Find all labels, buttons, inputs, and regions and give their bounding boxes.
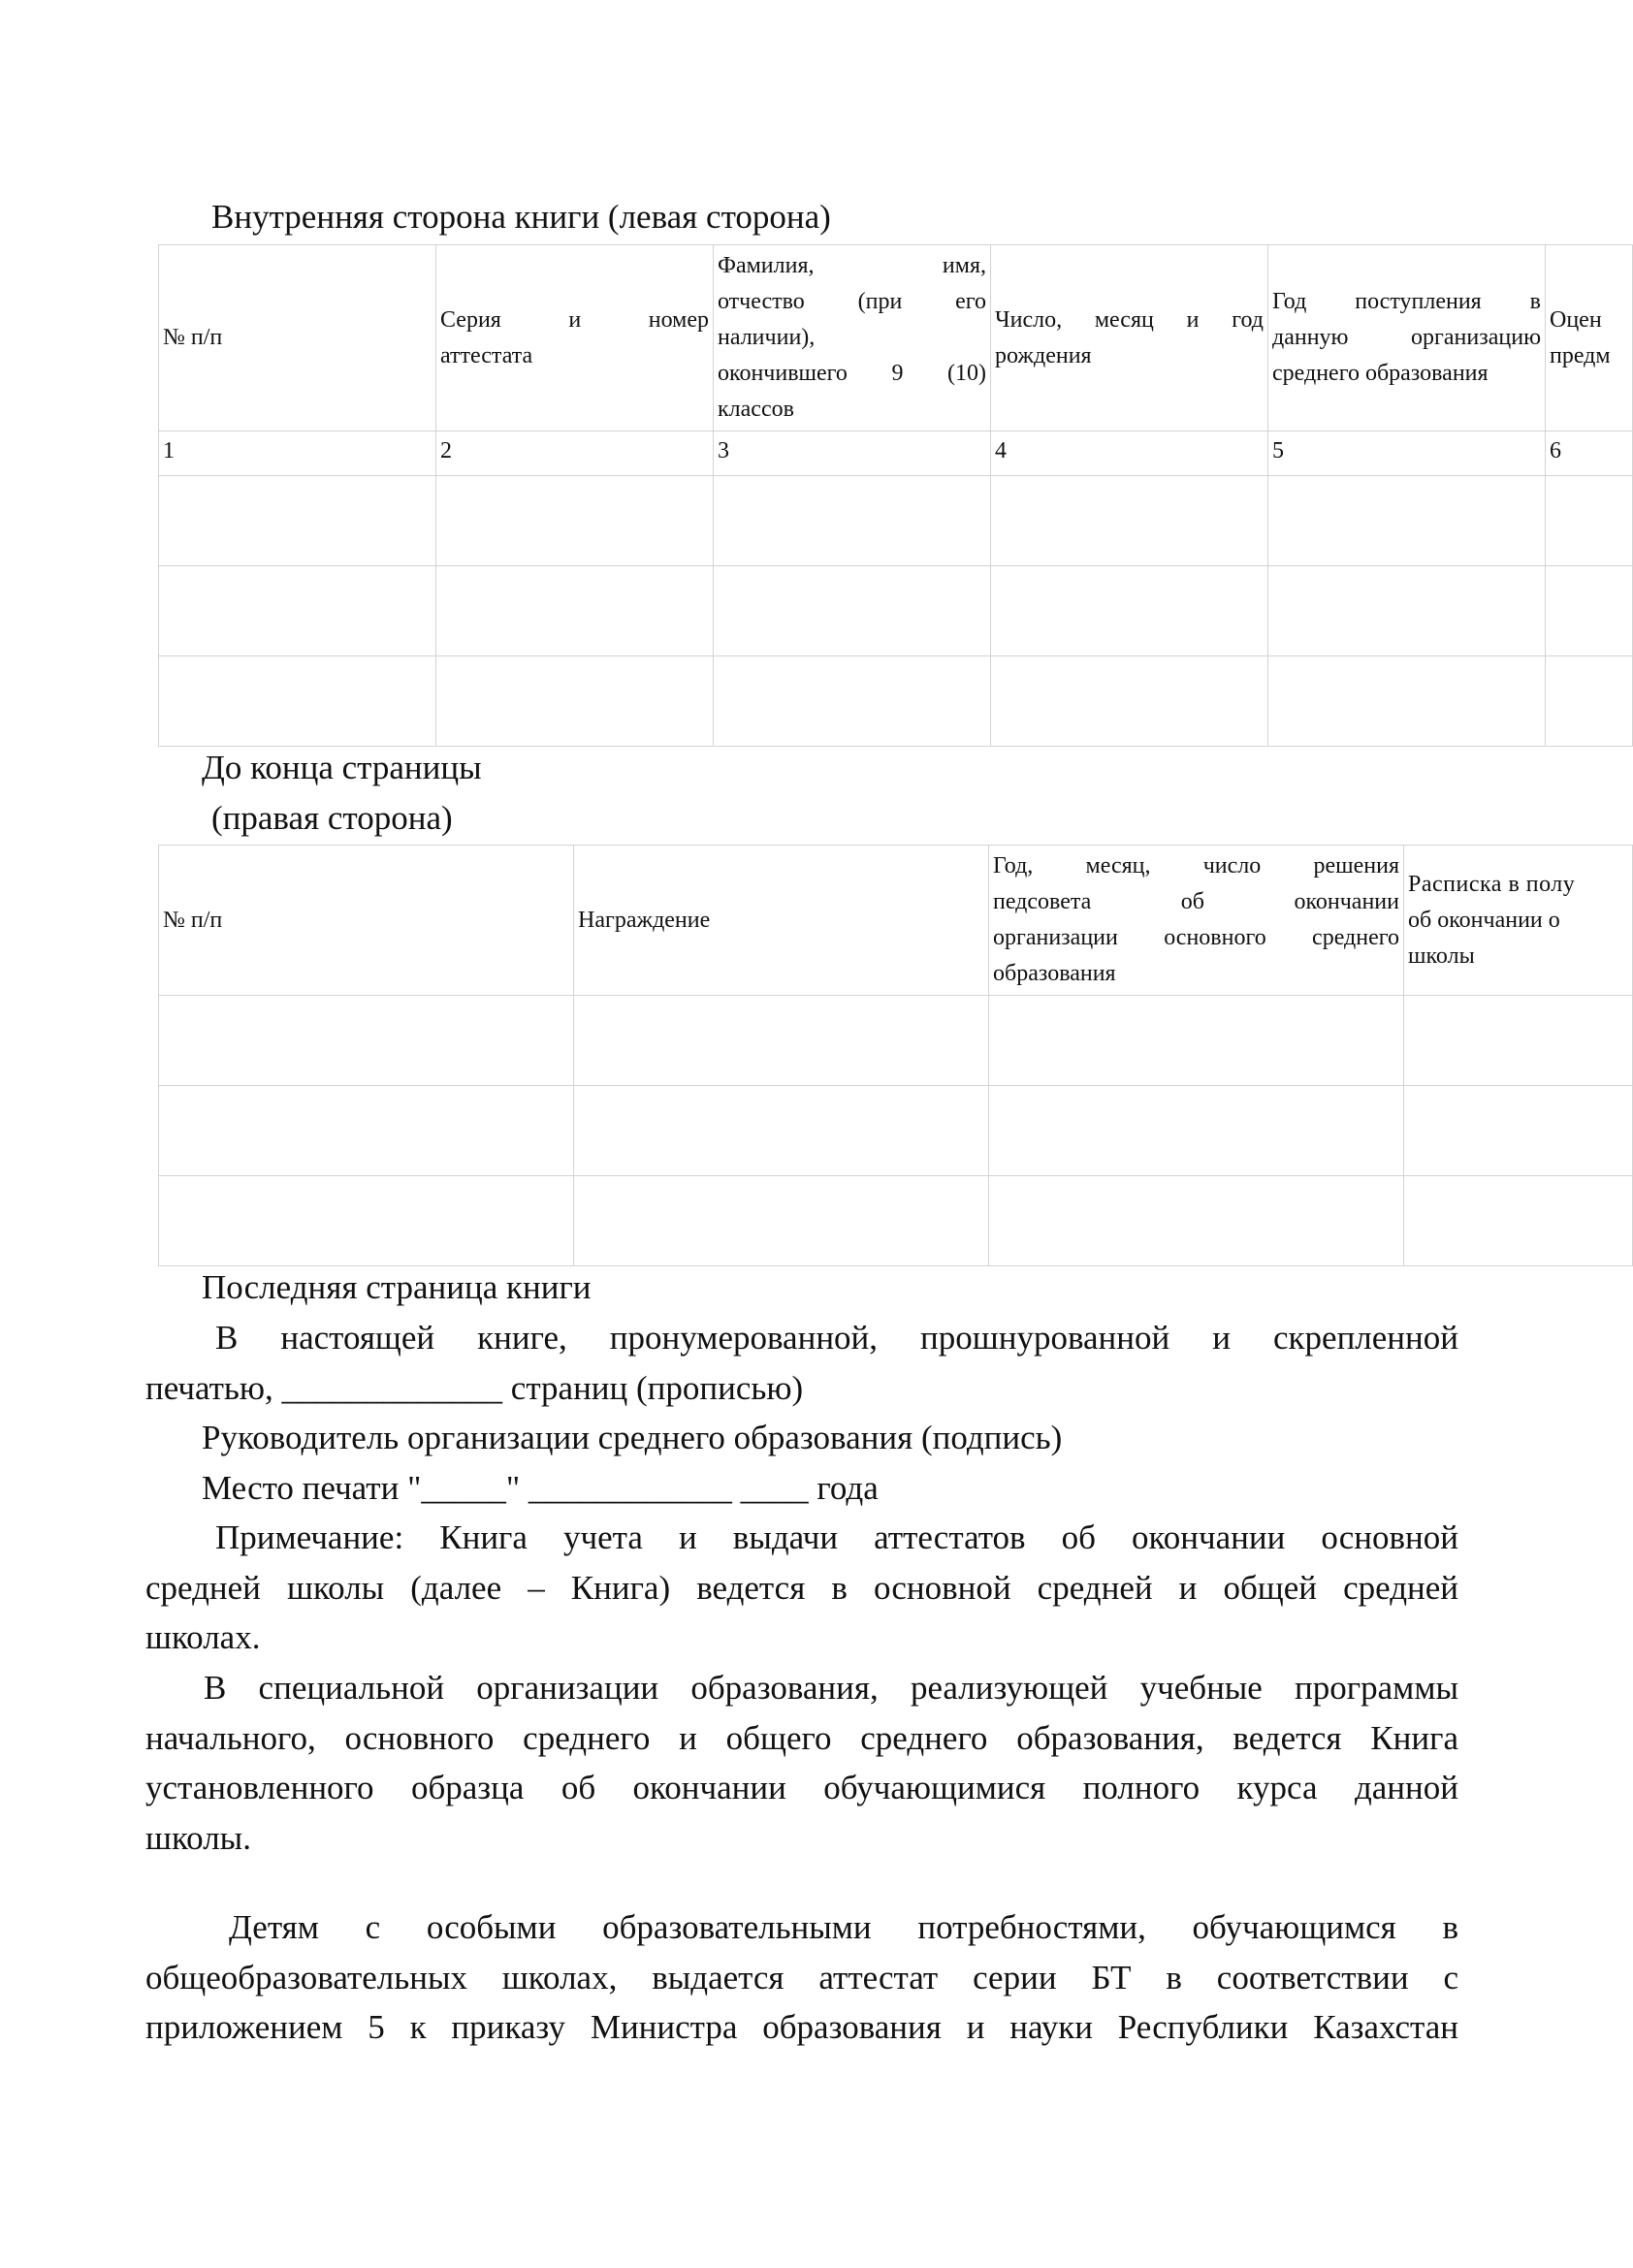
empty-cell [1546,476,1633,566]
empty-cell [574,996,989,1086]
page-end-heading: До конца страницы [202,749,482,786]
header-cell-birthdate: Число, месяц и год рождения [991,245,1268,431]
column-number: 1 [159,431,436,476]
empty-row [159,656,1633,747]
empty-cell [436,656,714,747]
empty-cell [1268,476,1546,566]
paragraph-line: Примечание: Книга учета и выдачи аттестатов об окончании основной [215,1518,1458,1556]
empty-cell [159,476,436,566]
paragraph-line: школы. [145,1818,251,1857]
empty-cell [574,1176,989,1266]
paragraph-line: начального, основного среднего и общего среднего образования, ведется Книга [145,1718,1458,1757]
header-cell-number: № п/п [159,846,574,996]
empty-cell [436,566,714,656]
header-cell-council-decision: Год, месяц, число решения педсовета об окончании организации основного среднего образования [989,846,1404,996]
empty-cell [991,566,1268,656]
column-number: 6 [1546,431,1633,476]
empty-cell [1404,1176,1633,1266]
paragraph-line: В специальной организации образования, реализующей учебные программы [204,1669,1458,1707]
empty-cell [989,996,1404,1086]
empty-cell [1268,566,1546,656]
left-side-heading: Внутренняя сторона книги (левая сторона) [211,198,831,236]
header-cell-receipt: Расписка в полу об окончании о школы [1404,846,1633,996]
last-page-heading: Последняя страница книги [202,1268,592,1306]
empty-cell [574,1086,989,1176]
empty-cell [989,1176,1404,1266]
empty-cell [159,656,436,747]
empty-cell [1404,1086,1633,1176]
empty-cell [159,1176,574,1266]
empty-cell [159,566,436,656]
empty-cell [991,476,1268,566]
paragraph-line: приложением 5 к приказу Министра образования и науки Республики Казахстан [145,2008,1458,2046]
empty-cell [159,1086,574,1176]
paragraph-line: В настоящей книге, пронумерованной, прошнурованной и скрепленной [215,1319,1458,1357]
head-signature-line: Руководитель организации среднего образования (подпись) [202,1419,1063,1456]
empty-cell [1404,996,1633,1086]
empty-row [159,1086,1633,1176]
column-number: 2 [436,431,714,476]
empty-cell [714,566,991,656]
header-cell-series: Серия и номер аттестата [436,245,714,431]
paragraph-line: школах. [145,1618,261,1656]
table-header-row [159,846,1633,996]
header-cell-grades: Оцен предм [1546,245,1633,431]
empty-cell [1546,656,1633,747]
header-cell-award: Награждение [574,846,989,996]
empty-row [159,996,1633,1086]
column-number: 3 [714,431,991,476]
paragraph-line: Детям с особыми образовательными потребностями, обучающимся в [229,1908,1458,1946]
seal-line: Место печати "_____" ____________ ____ года [202,1469,879,1507]
empty-cell [714,476,991,566]
empty-row [159,566,1633,656]
column-number-row [159,431,1633,476]
empty-cell [159,996,574,1086]
empty-row [159,1176,1633,1266]
paragraph-line: общеобразовательных школах, выдается аттестат серии БТ в соответствии с [145,1958,1458,1996]
certification-paragraph [145,1313,1458,1413]
special-organization-paragraph [145,1663,1458,1863]
paragraph-line: установленного образца об окончании обучающимися полного курса данной [145,1769,1458,1806]
header-cell-number: № п/п [159,245,436,431]
empty-cell [991,656,1268,747]
column-number: 4 [991,431,1268,476]
special-needs-paragraph [145,1902,1458,2053]
empty-row [159,476,1633,566]
paragraph-line: печатью, _____________ страниц (прописью) [145,1368,804,1407]
attestat-table-right [158,845,1633,1266]
paragraph-line: средней школы (далее – Книга) ведется в основной средней и общей средней [145,1568,1458,1607]
header-cell-admission-year: Год поступления в данную организацию среднего образования [1268,245,1546,431]
column-number: 5 [1268,431,1546,476]
note-paragraph [145,1513,1458,1663]
empty-cell [436,476,714,566]
empty-cell [989,1086,1404,1176]
table-header-row [159,245,1633,431]
right-side-heading: (правая сторона) [211,799,453,837]
empty-cell [1268,656,1546,747]
header-cell-fullname: Фамилия, имя, отчество (при его наличии), окончившего 9 (10) классов [714,245,991,431]
empty-cell [1546,566,1633,656]
attestat-table-left [158,244,1633,747]
empty-cell [714,656,991,747]
